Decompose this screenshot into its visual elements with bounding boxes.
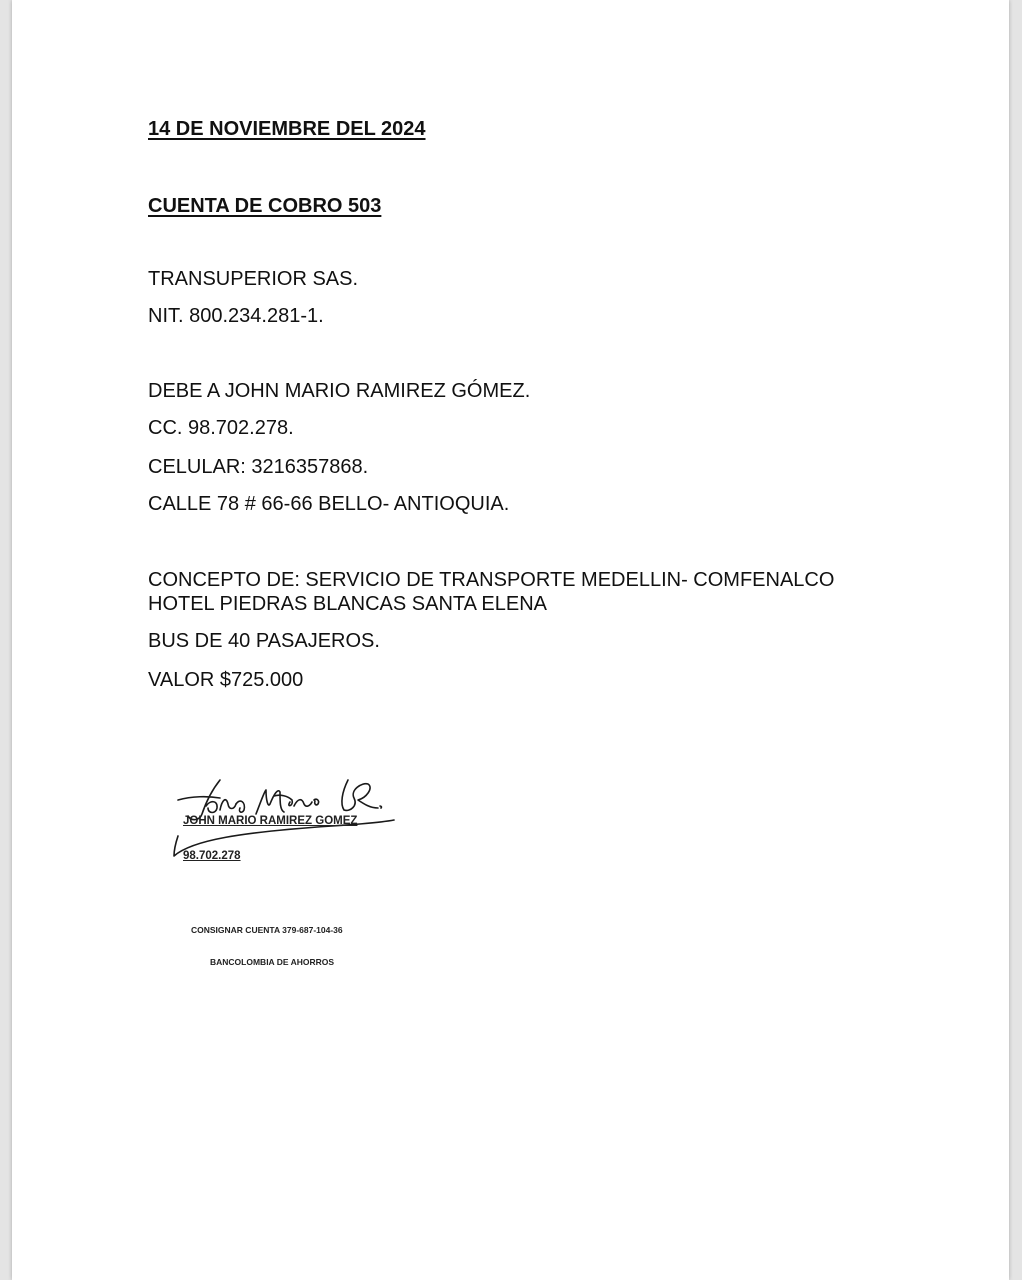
creditor-address: CALLE 78 # 66-66 BELLO- ANTIOQUIA. [148, 493, 510, 515]
vehicle-type: BUS DE 40 PASAJEROS. [148, 630, 380, 652]
payment-bank-line: BANCOLOMBIA DE AHORROS [210, 957, 335, 967]
document-title: CUENTA DE COBRO 503 [148, 195, 382, 217]
creditor-cc: CC. 98.702.278. [148, 417, 294, 439]
company-nit: NIT. 800.234.281-1. [148, 305, 324, 327]
signature-block [162, 770, 402, 880]
service-concept: CONCEPTO DE: SERVICIO DE TRANSPORTE MEDELLIN- COMFENALCO HOTEL PIEDRAS BLANCAS SANTA ELENA [148, 569, 835, 615]
service-value: VALOR $725.000 [148, 669, 304, 691]
creditor-cellphone: CELULAR: 3216357868. [148, 456, 369, 478]
payment-account-line: CONSIGNAR CUENTA 379-687-104-36 [191, 925, 343, 935]
signature-name: JOHN MARIO RAMIREZ GOMEZ [183, 815, 358, 827]
debtor-line: DEBE A JOHN MARIO RAMIREZ GÓMEZ. [148, 380, 531, 402]
company-name: TRANSUPERIOR SAS. [148, 268, 359, 290]
signature-id-number: 98.702.278 [183, 850, 241, 862]
document-page [12, 0, 1009, 1280]
document-date: 14 DE NOVIEMBRE DEL 2024 [148, 118, 426, 140]
